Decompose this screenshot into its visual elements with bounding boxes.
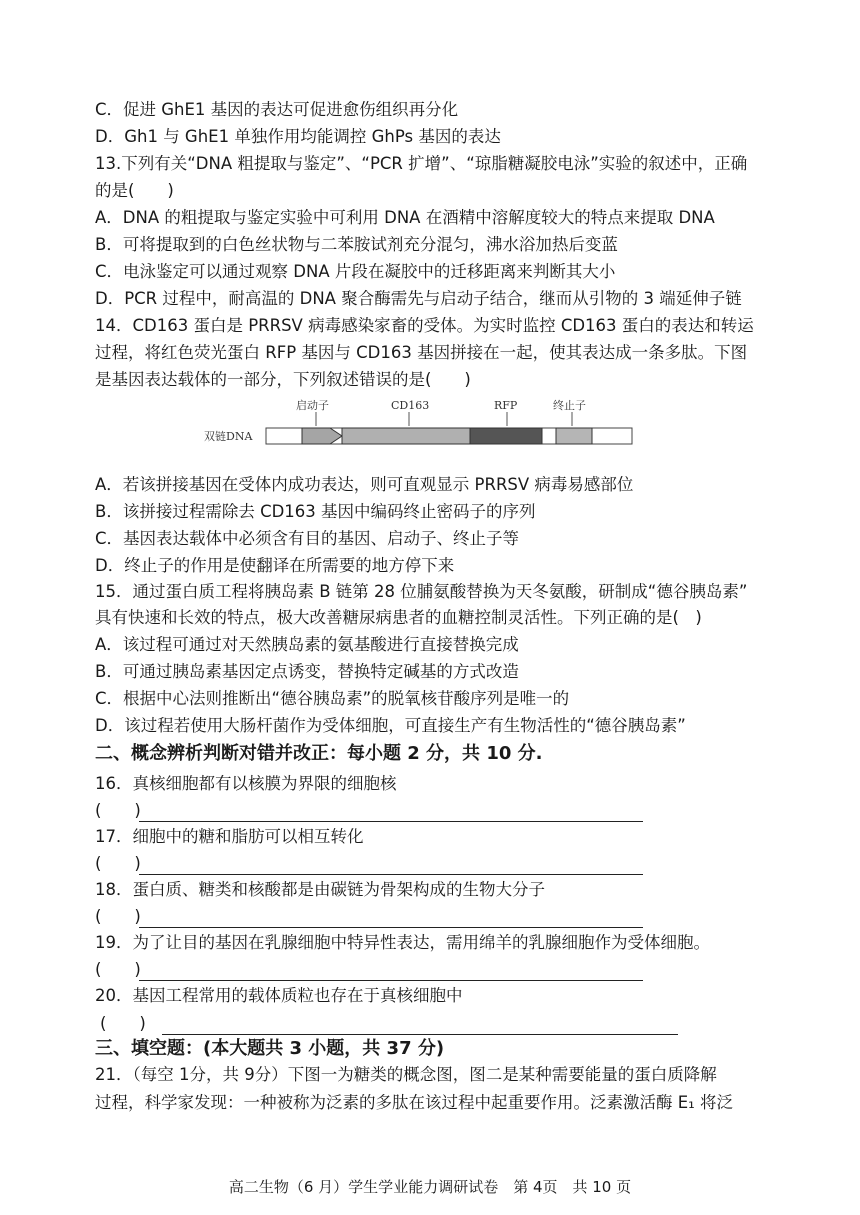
option-c-q12: C．促进 GhE1 基因的表达可促进愈伤组织再分化 [95, 100, 459, 119]
answer-blank-18[interactable] [95, 906, 139, 928]
bracket-16: ( ) [95, 801, 141, 820]
rfp-gene [470, 428, 542, 444]
option-c-q15: C．根据中心法则推断出“德谷胰岛素”的脱氧核苷酸序列是唯一的 [95, 689, 570, 708]
option-a-q14: A．若该拼接基因在受体内成功表达，则可直观显示 PRRSV 病毒易感部位 [95, 475, 634, 494]
page-footer: 高二生物（6 月）学生学业能力调研试卷 第 4页 共 10 页 [228, 1178, 632, 1196]
option-d-q13: D．PCR 过程中，耐高温的 DNA 聚合酶需先与启动子结合，继而从引物的 3 端延伸子链 [95, 289, 742, 308]
answer-blank-19[interactable] [95, 959, 139, 981]
cd163-gene [342, 428, 470, 444]
option-c-q13: C．电泳鉴定可以通过观察 DNA 片段在凝胶中的迁移距离来判断其大小 [95, 262, 616, 281]
question-14-stem-end: 是基因表达载体的一部分，下列叙述错误的是( ) [95, 370, 471, 389]
answer-line-20 [162, 1034, 678, 1035]
bracket-17: ( ) [95, 854, 141, 873]
bracket-19: ( ) [95, 960, 141, 979]
option-d-q15: D．该过程若使用大肠杆菌作为受体细胞，可直接生产有生物活性的“德谷胰岛素” [95, 716, 686, 735]
answer-line-19 [139, 980, 643, 981]
bracket-20: ( ) [100, 1014, 146, 1033]
option-d-q12: D．Gh1 与 GhE1 单独作用均能调控 GhPs 基因的表达 [95, 127, 501, 146]
terminator-segment [556, 428, 592, 444]
judge-item-17: 17．细胞中的糖和脂肪可以相互转化 [95, 827, 364, 846]
question-14-stem-cont: 过程，将红色荧光蛋白 RFP 基因与 CD163 基因拼接在一起，使其表达成一条多肽。下图 [95, 343, 748, 362]
judge-item-18: 18．蛋白质、糖类和核酸都是由碳链为骨架构成的生物大分子 [95, 880, 545, 899]
label-terminator: 终止子 [553, 399, 586, 412]
option-d-q14: D．终止子的作用是使翻译在所需要的地方停下来 [95, 556, 455, 575]
judge-item-20: 20．基因工程常用的载体质粒也存在于真核细胞中 [95, 986, 463, 1005]
label-promoter: 启动子 [296, 399, 329, 412]
option-c-q14: C．基因表达载体中必须含有目的基因、启动子、终止子等 [95, 529, 520, 548]
question-15-stem-cont: 具有快速和长效的特点，极大改善糖尿病患者的血糖控制灵活性。下列正确的是( ) [95, 608, 702, 627]
option-b-q14: B．该拼接过程需除去 CD163 基因中编码终止密码子的序列 [95, 502, 536, 521]
answer-blank-17[interactable] [95, 853, 139, 875]
answer-blank-20[interactable] [100, 1013, 162, 1035]
answer-line-17 [139, 874, 643, 875]
section-3-title: 三、填空题：(本大题共 3 小题，共 37 分) [95, 1038, 445, 1059]
label-cd163: CD163 [391, 399, 430, 412]
question-13-stem: 13.下列有关“DNA 粗提取与鉴定”、“PCR 扩增”、“琼脂糖凝胶电泳”实验的叙述中，正确 [95, 154, 748, 173]
option-b-q15: B．可通过胰岛素基因定点诱变，替换特定碱基的方式改造 [95, 662, 519, 681]
answer-line-16 [139, 821, 643, 822]
section-2-title: 二、概念辨析判断对错并改正：每小题 2 分，共 10 分. [95, 743, 543, 764]
option-a-q13: A．DNA 的粗提取与鉴定实验中可利用 DNA 在酒精中溶解度较大的特点来提取 DNA [95, 208, 715, 227]
gene-vector-diagram [196, 396, 636, 448]
judge-item-16: 16．真核细胞都有以核膜为界限的细胞核 [95, 774, 397, 793]
question-14-stem: 14．CD163 蛋白是 PRRSV 病毒感染家畜的受体。为实时监控 CD163 蛋白的表达和转运 [95, 316, 754, 335]
option-a-q15: A．该过程可通过对天然胰岛素的氨基酸进行直接替换完成 [95, 635, 519, 654]
label-rfp: RFP [494, 399, 518, 412]
question-15-stem: 15．通过蛋白质工程将胰岛素 B 链第 28 位脯氨酸替换为天冬氨酸，研制成“德谷胰岛素” [95, 582, 748, 601]
judge-item-19: 19．为了让目的基因在乳腺细胞中特异性表达，需用绵羊的乳腺细胞作为受体细胞。 [95, 933, 710, 952]
question-21-stem-cont: 过程，科学家发现：一种被称为泛素的多肽在该过程中起重要作用。泛素激活酶 E₁ 将泛 [95, 1093, 734, 1112]
answer-line-18 [139, 927, 643, 928]
label-double-strand-dna: 双链DNA [204, 430, 253, 443]
question-21-stem: 21．（每空 1分，共 9分）下图一为糖类的概念图，图二是某种需要能量的蛋白质降解 [95, 1065, 717, 1084]
option-b-q13: B．可将提取到的白色丝状物与二苯胺试剂充分混匀，沸水浴加热后变蓝 [95, 235, 618, 254]
question-13-stem-cont: 的是( ) [95, 181, 174, 200]
answer-blank-16[interactable] [95, 800, 139, 822]
bracket-18: ( ) [95, 907, 141, 926]
